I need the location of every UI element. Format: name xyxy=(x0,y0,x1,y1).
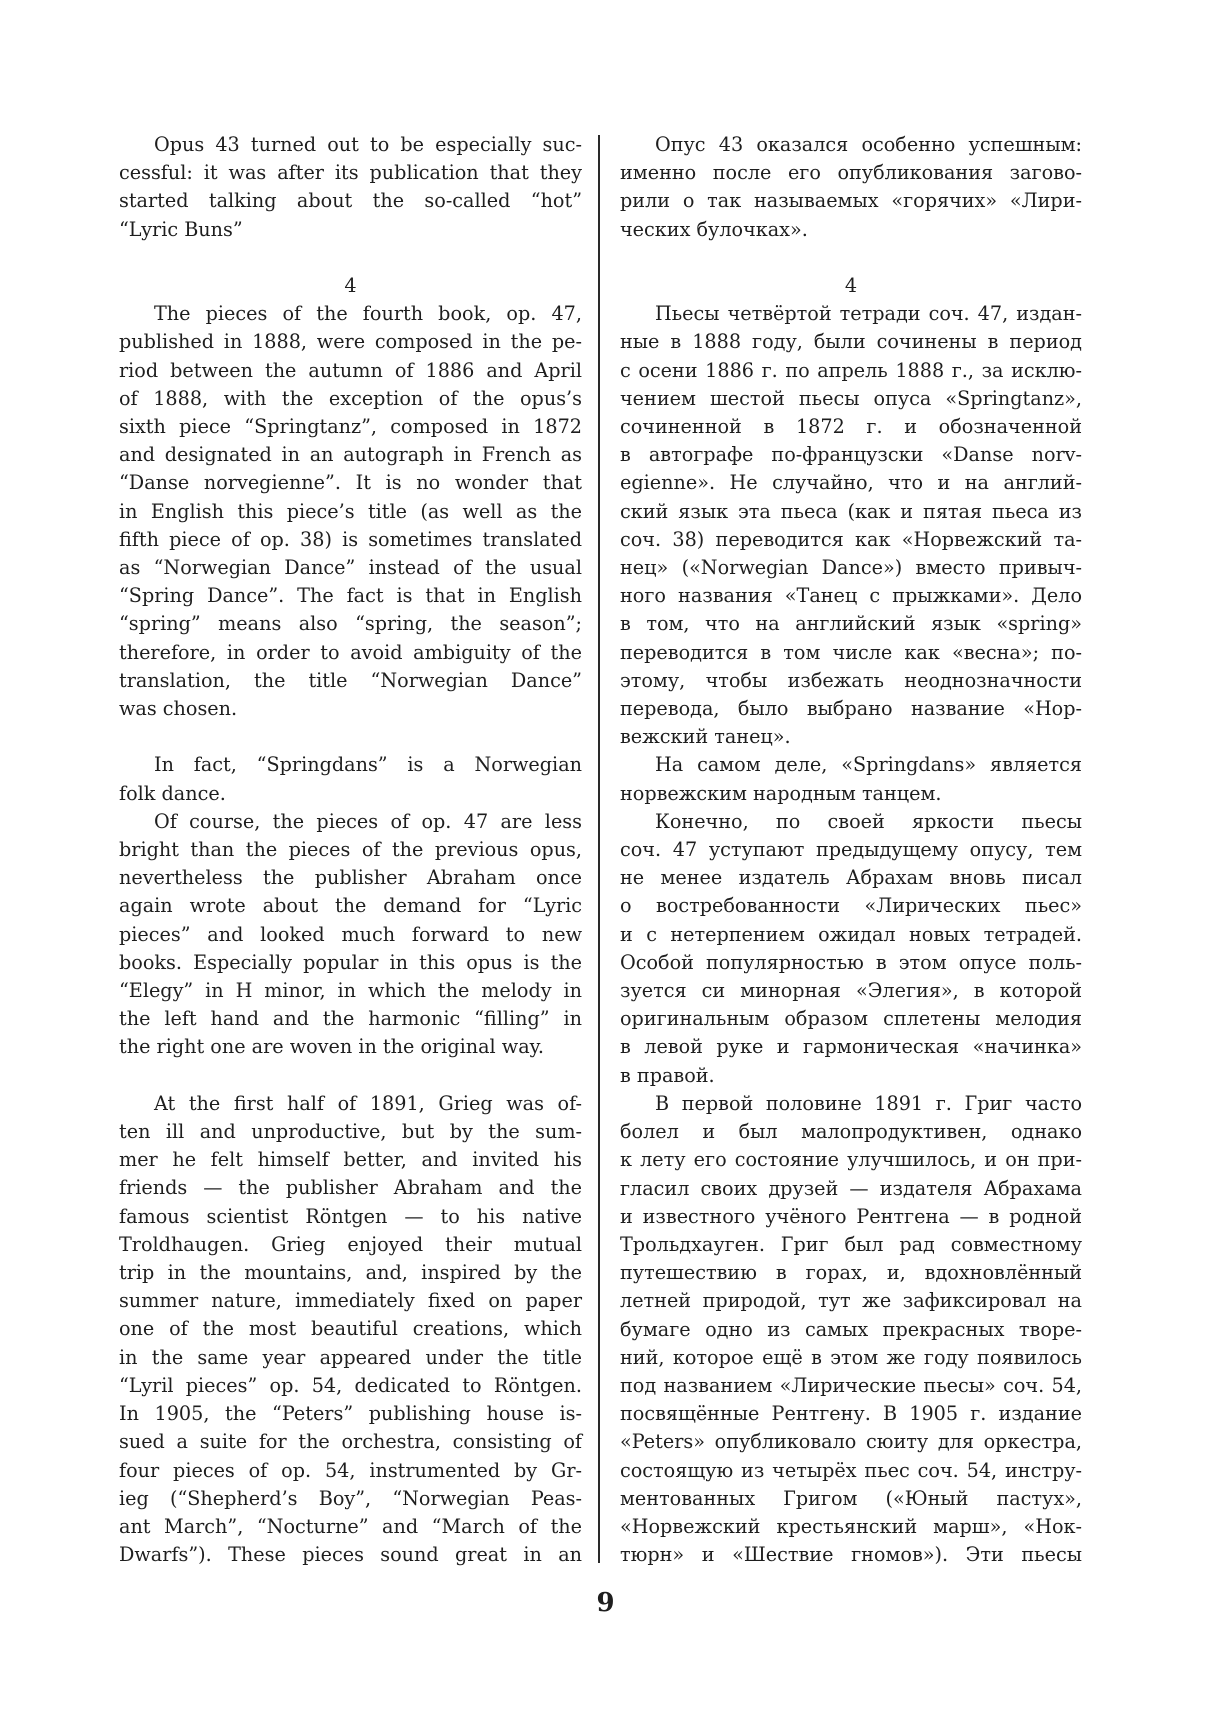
text-line: На самом деле, «Springdans» является xyxy=(655,753,1082,777)
text-line: trip in the mountains, and, inspired by the xyxy=(119,1261,582,1285)
paragraph xyxy=(119,300,582,723)
text-line: “Elegy” in H minor, in which the melody in xyxy=(119,979,582,1003)
text-line: of 1888, with the exception of the opus’s xyxy=(119,386,582,410)
paragraph-spacer xyxy=(119,723,582,751)
text-line: не менее издатель Абрахам вновь писал xyxy=(620,866,1082,890)
text-line: под названием «Лирические пьесы» соч. 54, xyxy=(620,1373,1082,1397)
text-line: translation, the title “Norwegian Dance” xyxy=(119,668,582,692)
paragraph xyxy=(119,751,582,807)
text-line: started talking about the so-called “hot” xyxy=(119,189,582,213)
text-line: именно после его опубликования загово- xyxy=(620,161,1082,185)
text-line: and designated in an autograph in French as xyxy=(119,443,582,467)
text-line: в левой руке и гармоническая «начинка» xyxy=(620,1035,1082,1059)
text-line: famous scientist Röntgen — to his native xyxy=(119,1204,582,1228)
text-line: “Lyric Buns” xyxy=(119,217,243,241)
text-line: Troldhaugen. Grieg enjoyed their mutual xyxy=(119,1232,582,1256)
text-line: The pieces of the fourth book, op. 47, xyxy=(154,302,582,326)
text-line: Dwarfs”). These pieces sound great in an xyxy=(119,1543,582,1567)
text-line: riod between the autumn of 1886 and April xyxy=(119,358,582,382)
text-line: «Норвежский крестьянский марш», «Нок- xyxy=(620,1514,1082,1538)
text-line: in the same year appeared under the title xyxy=(119,1345,582,1369)
text-line: pieces” and looked much forward to new xyxy=(119,922,582,946)
text-line: в том, что на английский язык «spring» xyxy=(620,612,1082,636)
text-line: болел и был малопродуктивен, однако xyxy=(620,1120,1082,1144)
text-line: sixth piece “Springtanz”, composed in 1872 xyxy=(119,415,582,439)
text-line: was chosen. xyxy=(119,697,238,721)
text-line: к лету его состояние улучшилось, и он при- xyxy=(620,1148,1082,1172)
text-line: cessful: it was after its publication that they xyxy=(119,161,582,185)
section-spacer xyxy=(119,244,582,272)
text-line: Of course, the pieces of op. 47 are less xyxy=(154,809,582,833)
text-line: тюрн» и «Шествие гномов»). Эти пьесы xyxy=(620,1543,1082,1567)
english-text-column xyxy=(119,131,582,1569)
section-spacer xyxy=(620,244,1082,272)
text-line: In fact, “Springdans” is a Norwegian xyxy=(154,753,582,777)
text-line: гласил своих друзей — издателя Абрахама xyxy=(620,1176,1082,1200)
text-line: рили о так называемых «горячих» «Лири- xyxy=(620,189,1082,213)
text-line: “Spring Dance”. The fact is that in English xyxy=(119,584,582,608)
text-line: оригинальным образом сплетены мелодия xyxy=(620,1007,1082,1031)
section-number: 4 xyxy=(844,274,858,297)
text-line: folk dance. xyxy=(119,781,226,805)
text-line: путешествию в горах, и, вдохновлённый xyxy=(620,1261,1082,1285)
paragraph xyxy=(119,808,582,1062)
paragraph-spacer xyxy=(119,1062,582,1090)
text-line: ский язык эта пьеса (как и пятая пьеса из xyxy=(620,499,1082,523)
text-line: нец» («Norwegian Dance») вместо привыч- xyxy=(620,556,1082,580)
text-line: nevertheless the publisher Abraham once xyxy=(119,866,582,890)
text-line: mer he felt himself better, and invited his xyxy=(119,1148,582,1172)
paragraph xyxy=(620,300,1082,751)
text-line: friends — the publisher Abraham and the xyxy=(119,1176,582,1200)
text-line: ческих булочках». xyxy=(620,217,808,241)
text-line: In 1905, the “Peters” publishing house is- xyxy=(119,1402,582,1426)
section-number: 4 xyxy=(344,274,357,297)
text-line: ten ill and unproductive, but by the sum- xyxy=(119,1120,582,1144)
text-line: the left hand and the harmonic “filling” in xyxy=(119,1007,582,1031)
text-line: и с нетерпением ожидал новых тетрадей. xyxy=(620,922,1082,946)
text-line: Опус 43 оказался особенно успешным: xyxy=(655,133,1082,156)
text-line: чением шестой пьесы опуса «Springtanz», xyxy=(620,386,1082,410)
text-line: four pieces of op. 54, instrumented by Gr- xyxy=(119,1458,582,1482)
text-line: в правой. xyxy=(620,1063,715,1087)
text-line: переводится в том числе как «весна»; по- xyxy=(620,640,1082,664)
text-line: Особой популярностью в этом опусе поль- xyxy=(620,950,1082,974)
text-line: as “Norwegian Dance” instead of the usual xyxy=(119,556,582,580)
text-line: вежский танец». xyxy=(620,725,791,749)
text-line: ного названия «Танец с прыжками». Дело xyxy=(620,584,1082,608)
text-line: books. Especially popular in this opus is the xyxy=(119,950,582,974)
text-line: At the first half of 1891, Grieg was of- xyxy=(154,1091,582,1115)
text-line: и известного учёного Рентгена — в родной xyxy=(620,1204,1082,1228)
paragraph xyxy=(119,131,582,244)
text-line: Трольдхауген. Григ был рад совместному xyxy=(620,1232,1082,1256)
text-line: “Danse norvegienne”. It is no wonder that xyxy=(119,471,582,495)
text-line: egienne». Не случайно, что и на англий- xyxy=(620,471,1082,495)
text-line: зуется си минорная «Элегия», в которой xyxy=(620,979,1082,1003)
text-line: published in 1888, were composed in the pe- xyxy=(119,330,582,354)
text-line: в автографе по-французски «Danse norv- xyxy=(620,443,1082,467)
text-line: in English this piece’s title (as well as the xyxy=(119,499,582,523)
text-line: fifth piece of op. 38) is sometimes translated xyxy=(119,527,582,551)
paragraph xyxy=(119,1090,582,1569)
text-line: сочиненной в 1872 г. и обозначенной xyxy=(620,415,1082,439)
russian-text-column xyxy=(620,131,1082,1569)
text-line: sued a suite for the orchestra, consisting of xyxy=(119,1430,582,1454)
text-line: В первой половине 1891 г. Григ часто xyxy=(655,1091,1082,1115)
text-line: therefore, in order to avoid ambiguity of the xyxy=(119,640,582,664)
paragraph xyxy=(620,808,1082,1090)
paragraph xyxy=(620,131,1082,244)
text-line: этому, чтобы избежать неоднозначности xyxy=(620,668,1082,692)
text-line: one of the most beautiful creations, which xyxy=(119,1317,582,1341)
text-line: посвящённые Рентгену. В 1905 г. издание xyxy=(620,1402,1082,1426)
text-line: ные в 1888 году, были сочинены в период xyxy=(620,330,1082,354)
text-line: Конечно, по своей яркости пьесы xyxy=(655,809,1082,833)
text-line: перевода, было выбрано название «Нор- xyxy=(620,697,1082,721)
text-line: “Lyril pieces” op. 54, dedicated to Röntgen. xyxy=(119,1373,582,1397)
text-line: бумаге одно из самых прекрасных творе- xyxy=(620,1317,1082,1341)
text-line: ieg (“Shepherd’s Boy”, “Norwegian Peas- xyxy=(119,1486,582,1510)
text-line: соч. 47 уступают предыдущему опусу, тем xyxy=(620,838,1082,862)
text-line: ant March”, “Nocturne” and “March of the xyxy=(119,1514,582,1538)
page-number: 9 xyxy=(596,1588,615,1618)
text-line: Opus 43 turned out to be especially suc- xyxy=(154,133,582,156)
text-line: Пьесы четвёртой тетради соч. 47, издан- xyxy=(655,302,1082,326)
text-line: норвежским народным танцем. xyxy=(620,781,942,805)
text-line: the right one are woven in the original way. xyxy=(119,1035,545,1059)
text-line: состоящую из четырёх пьес соч. 54, инстру- xyxy=(620,1458,1082,1482)
text-line: summer nature, immediately fixed on paper xyxy=(119,1289,582,1313)
paragraph xyxy=(620,751,1082,807)
text-line: again wrote about the demand for “Lyric xyxy=(119,894,582,918)
text-line: “spring” means also “spring, the season”; xyxy=(119,612,582,636)
text-line: bright than the pieces of the previous opus, xyxy=(119,838,582,862)
text-line: соч. 38) переводится как «Норвежский та- xyxy=(620,527,1082,551)
text-line: о востребованности «Лирических пьес» xyxy=(620,894,1082,918)
column-divider xyxy=(598,135,600,1563)
paragraph xyxy=(620,1090,1082,1569)
text-line: ментованных Григом («Юный пастух», xyxy=(620,1486,1082,1510)
text-line: летней природой, тут же зафиксировал на xyxy=(620,1289,1082,1313)
text-line: ний, которое ещё в этом же году появилось xyxy=(620,1345,1082,1369)
text-line: с осени 1886 г. по апрель 1888 г., за исклю- xyxy=(620,358,1082,382)
text-line: «Peters» опубликовало сюиту для оркестра, xyxy=(620,1430,1082,1454)
